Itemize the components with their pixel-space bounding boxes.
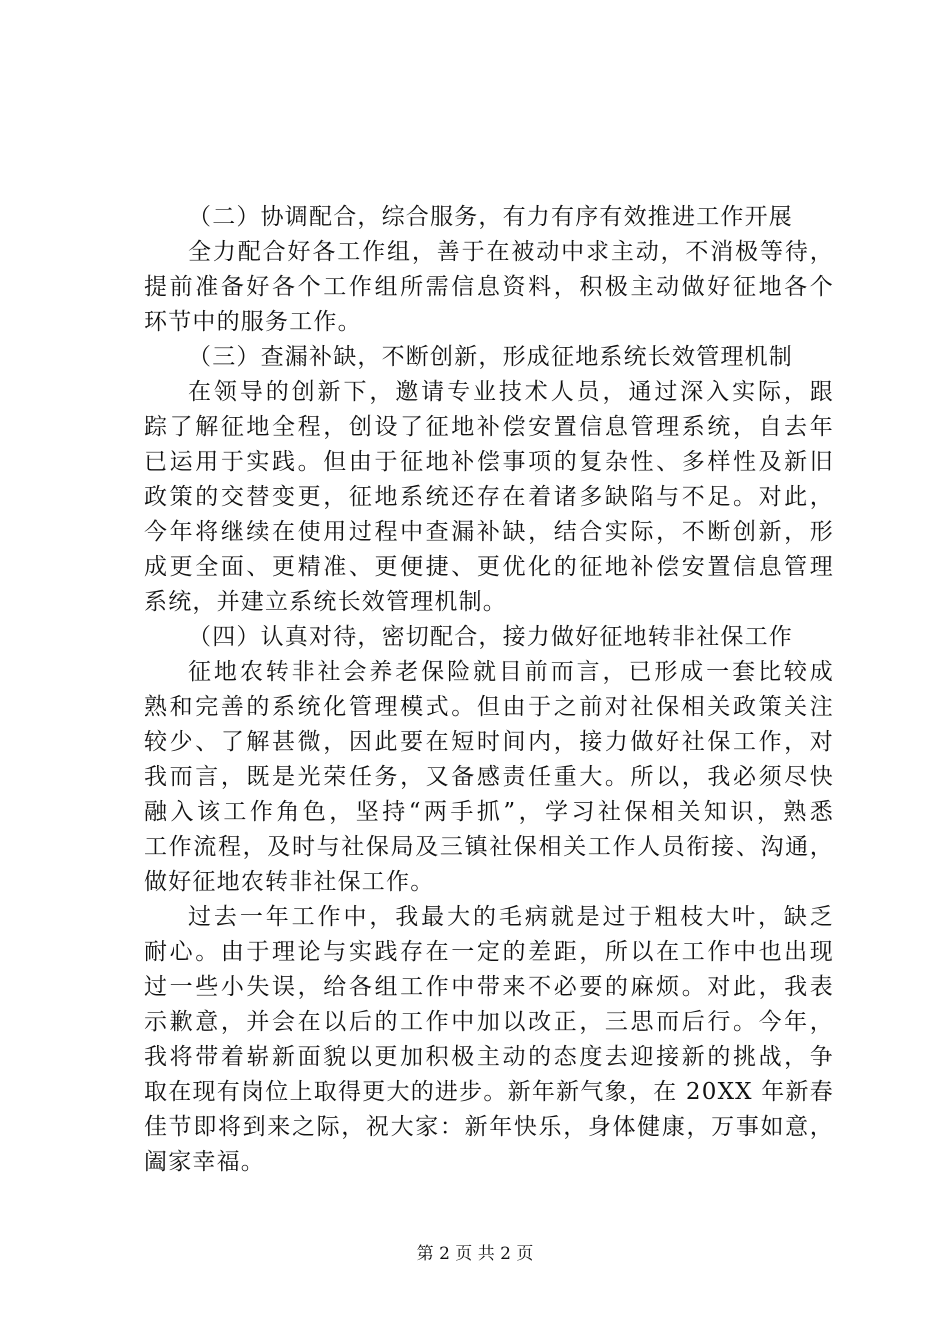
document-body xyxy=(144,200,844,1180)
page-footer xyxy=(0,1242,950,1266)
document-line: 征地农转非社会养老保险就目前而言，已形成一套比较成 xyxy=(188,659,834,685)
document-line: （二）协调配合，综合服务，有力有序有效推进工作开展 xyxy=(188,204,793,230)
document-line: （三）查漏补缺，不断创新，形成征地系统长效管理机制 xyxy=(188,344,793,370)
document-line: 熟和完善的系统化管理模式。但由于之前对社保相关政策关注 xyxy=(144,694,834,720)
document-line: 提前准备好各个工作组所需信息资料，积极主动做好征地各个 xyxy=(144,274,834,300)
document-line: 我将带着崭新面貌以更加积极主动的态度去迎接新的挑战，争 xyxy=(144,1044,834,1070)
document-line: 融入该工作角色，坚持“两手抓”，学习社保相关知识，熟悉 xyxy=(144,799,834,825)
document-line: 取在现有岗位上取得更大的进步。新年新气象，在 20XX 年新春 xyxy=(144,1079,834,1105)
document-line: （四）认真对待，密切配合，接力做好征地转非社保工作 xyxy=(188,624,793,650)
document-line: 较少、了解甚微，因此要在短时间内，接力做好社保工作，对 xyxy=(144,729,834,755)
document-line: 在领导的创新下，邀请专业技术人员，通过深入实际，跟 xyxy=(188,379,834,405)
document-line: 成更全面、更精准、更便捷、更优化的征地补偿安置信息管理 xyxy=(144,554,834,580)
document-line: 今年将继续在使用过程中查漏补缺，结合实际，不断创新，形 xyxy=(144,519,834,545)
document-line: 阖家幸福。 xyxy=(144,1149,265,1175)
document-line: 工作流程，及时与社保局及三镇社保相关工作人员衔接、沟通， xyxy=(144,834,834,860)
document-line: 政策的交替变更，征地系统还存在着诸多缺陷与不足。对此， xyxy=(144,484,834,510)
page-number-label: 第 2 页 共 2 页 xyxy=(416,1244,534,1264)
document-line: 过一些小失误，给各组工作中带来不必要的麻烦。对此，我表 xyxy=(144,974,834,1000)
document-line: 耐心。由于理论与实践存在一定的差距，所以在工作中也出现 xyxy=(144,939,834,965)
document-line: 全力配合好各工作组，善于在被动中求主动，不消极等待， xyxy=(188,239,834,265)
document-line: 踪了解征地全程，创设了征地补偿安置信息管理系统，自去年 xyxy=(144,414,834,440)
document-line: 已运用于实践。但由于征地补偿事项的复杂性、多样性及新旧 xyxy=(144,449,834,475)
document-line: 做好征地农转非社保工作。 xyxy=(144,869,435,895)
document-line: 系统，并建立系统长效管理机制。 xyxy=(144,589,507,615)
document-line: 佳节即将到来之际，祝大家：新年快乐，身体健康，万事如意， xyxy=(144,1114,834,1140)
document-line: 我而言，既是光荣任务，又备感责任重大。所以，我必须尽快 xyxy=(144,764,834,790)
document-line: 环节中的服务工作。 xyxy=(144,309,362,335)
document-line: 示歉意，并会在以后的工作中加以改正，三思而后行。今年， xyxy=(144,1009,834,1035)
document-line: 过去一年工作中，我最大的毛病就是过于粗枝大叶，缺乏 xyxy=(188,904,834,930)
